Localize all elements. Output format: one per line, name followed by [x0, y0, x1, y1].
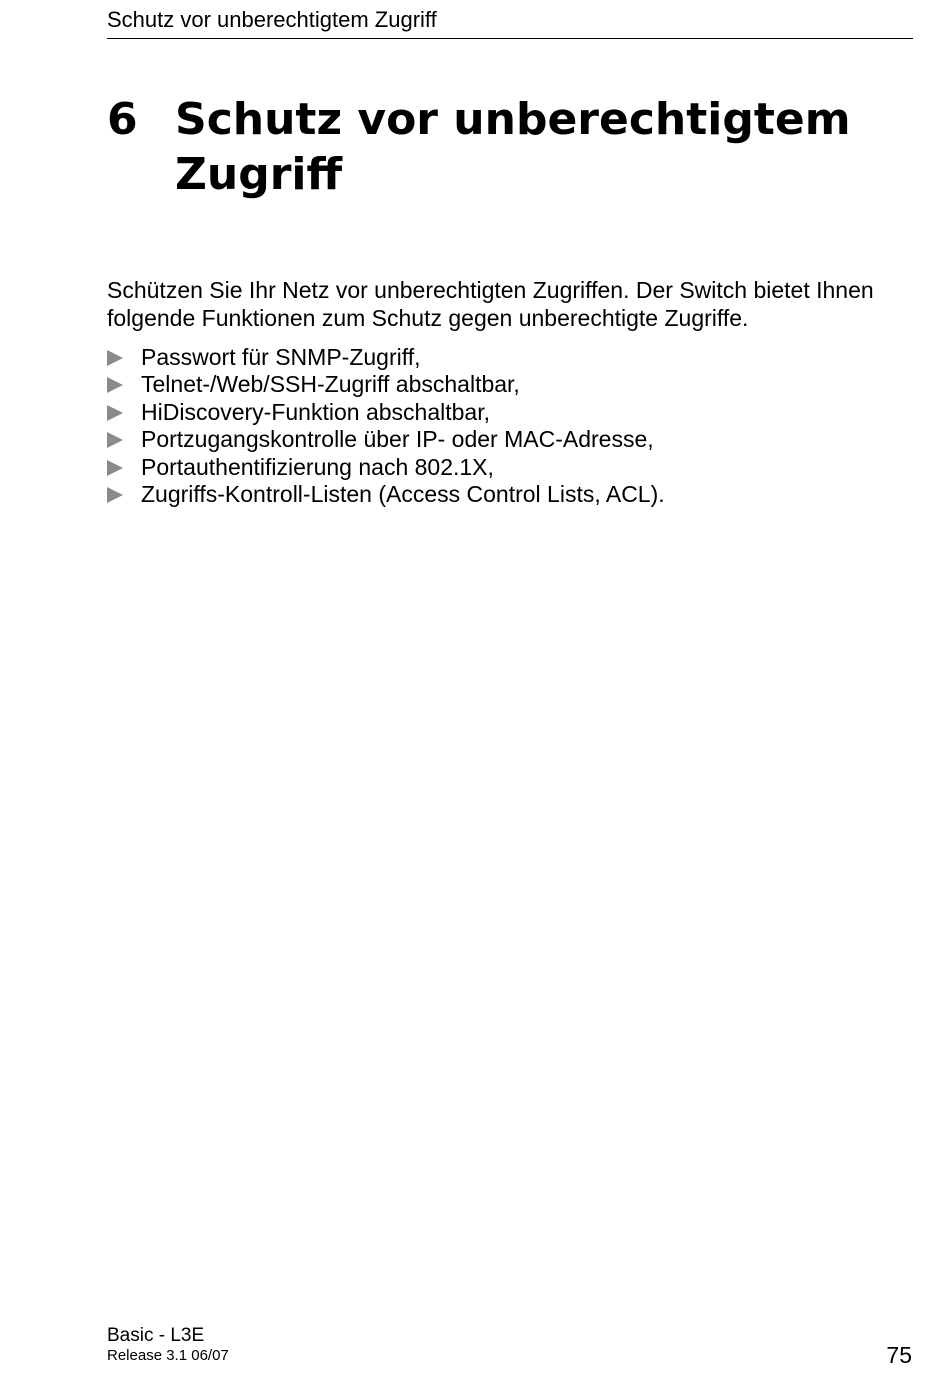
running-header: Schutz vor unberechtigtem Zugriff	[107, 7, 437, 32]
triangle-right-icon	[107, 460, 123, 476]
list-item-text: Passwort für SNMP-Zugriff,	[141, 344, 421, 370]
intro-line-1: Schützen Sie Ihr Netz vor unberechtigten Zugriffen. Der Switch bietet Ihnen	[107, 277, 874, 303]
chapter-number: 6	[107, 94, 138, 145]
list-item-text: Portauthentifizierung nach 802.1X,	[141, 453, 494, 480]
list-item	[107, 371, 913, 398]
feature-list	[107, 344, 913, 508]
list-item	[107, 481, 913, 508]
footer-doc-name: Basic - L3E	[107, 1325, 205, 1346]
intro-paragraph	[107, 276, 917, 332]
triangle-right-icon	[107, 432, 123, 448]
chapter-title	[175, 92, 875, 202]
list-item	[107, 344, 913, 371]
list-item	[107, 454, 913, 481]
footer-info	[107, 1326, 229, 1366]
list-item	[107, 399, 913, 426]
page-number: 75	[886, 1342, 912, 1368]
triangle-right-icon	[107, 377, 123, 393]
triangle-right-icon	[107, 487, 123, 503]
list-item-text: HiDiscovery-Funktion abschaltbar,	[141, 398, 490, 425]
list-item-text: Telnet-/Web/SSH-Zugriff abschaltbar,	[141, 371, 520, 398]
intro-line-2: folgende Funktionen zum Schutz gegen unberechtigte Zugriffe.	[107, 305, 749, 331]
list-item-text: Portzugangskontrolle über IP- oder MAC-Adresse,	[141, 426, 654, 453]
list-item-text: Zugriffs-Kontroll-Listen (Access Control Lists, ACL).	[141, 481, 665, 508]
list-item	[107, 426, 913, 453]
triangle-right-icon	[107, 350, 123, 366]
header-divider	[107, 38, 913, 39]
chapter-title-line-1: Schutz vor unberechtigtem	[175, 94, 851, 145]
triangle-right-icon	[107, 405, 123, 421]
chapter-title-line-2: Zugriff	[175, 149, 343, 200]
footer-release: Release 3.1 06/07	[107, 1347, 229, 1364]
